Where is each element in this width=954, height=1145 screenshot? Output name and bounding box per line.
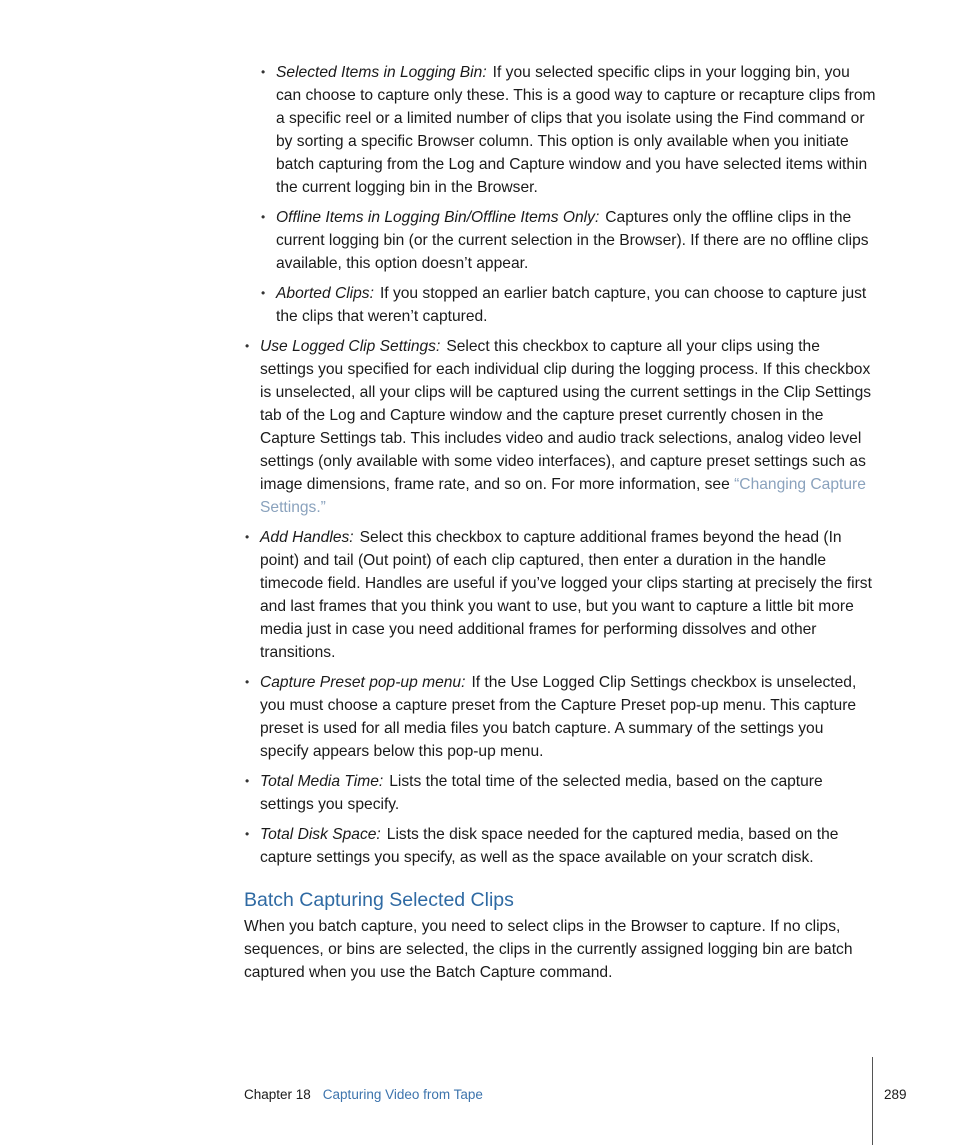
option-term: Add Handles: [260, 529, 354, 546]
list-item [244, 335, 876, 519]
list-item [260, 282, 876, 328]
option-term: Total Media Time: [260, 773, 384, 790]
page-content [244, 61, 876, 984]
options-list [244, 61, 876, 869]
section-heading: Batch Capturing Selected Clips [244, 889, 514, 911]
list-item [244, 823, 876, 869]
list-item [260, 206, 876, 275]
page-number: 289 [884, 1087, 907, 1102]
option-term: Capture Preset pop-up menu: [260, 674, 466, 691]
option-term: Selected Items in Logging Bin: [276, 64, 487, 81]
option-description: Captures only the offline clips in the current logging bin (or the current selection in the Browser). If there are no offline clips available, this option doesn’t appear. [276, 209, 869, 272]
option-term: Use Logged Clip Settings: [260, 338, 441, 355]
list-item [244, 770, 876, 816]
changing-capture-settings-link[interactable]: “Changing Capture Settings.” [260, 476, 866, 516]
option-description: Lists the total time of the selected media, based on the capture settings you specify. [260, 773, 823, 813]
option-description: Select this checkbox to capture additional frames beyond the head (In point) and tail (Out point) of each clip captured, then enter a duration in the handle timecode field. Handles are useful if you’ve logged your clips starting at precisely the first and last frames that you think you want to use, but you want to capture a little bit more media just in case you need additional frames for performing dissolves and other transitions. [260, 529, 872, 661]
option-description: Select this checkbox to capture all your clips using the settings you specified for each individual clip during the logging process. If this checkbox is unselected, all your clips will be captured using the current settings in the Clip Settings tab of the Log and Capture window and the capture preset currently chosen in the Capture Settings tab. This includes video and audio track selections, analog video level settings (only available with some video interfaces), and capture preset settings such as image dimensions, frame rate, and so on. For more information, see [260, 338, 872, 493]
page-footer [244, 1086, 483, 1104]
list-item [244, 526, 876, 664]
option-description: Lists the disk space needed for the captured media, based on the capture settings you specify, as well as the space available on your scratch disk. [260, 826, 839, 866]
section-paragraph: When you batch capture, you need to select clips in the Browser to capture. If no clips, sequences, or bins are selected, the clips in the currently assigned logging bin are batch captured when you use the Batch Capture command. [244, 918, 853, 981]
footer-divider [872, 1057, 873, 1145]
chapter-title-link[interactable]: Capturing Video from Tape [322, 1087, 483, 1102]
option-description: If the Use Logged Clip Settings checkbox is unselected, you must choose a capture preset from the Capture Preset pop-up menu. This capture preset is used for all media files you batch capture. A summary of the settings you specify appears below this pop-up menu. [260, 674, 857, 760]
option-term: Offline Items in Logging Bin/Offline Items Only: [276, 209, 600, 226]
option-term: Total Disk Space: [260, 826, 381, 843]
option-description: If you selected specific clips in your logging bin, you can choose to capture only these. This is a good way to capture or recapture clips from a specific reel or a limited number of clips that you isolate using the Find command or by sorting a specific Browser column. This option is only available when you initiate batch capturing from the Log and Capture window and you have selected items within the current logging bin in the Browser. [276, 64, 876, 196]
option-term: Aborted Clips: [276, 285, 374, 302]
list-item [260, 61, 876, 199]
chapter-number: Chapter 18 [244, 1087, 311, 1102]
list-item [244, 671, 876, 763]
option-description: If you stopped an earlier batch capture, you can choose to capture just the clips that weren’t captured. [276, 285, 867, 325]
